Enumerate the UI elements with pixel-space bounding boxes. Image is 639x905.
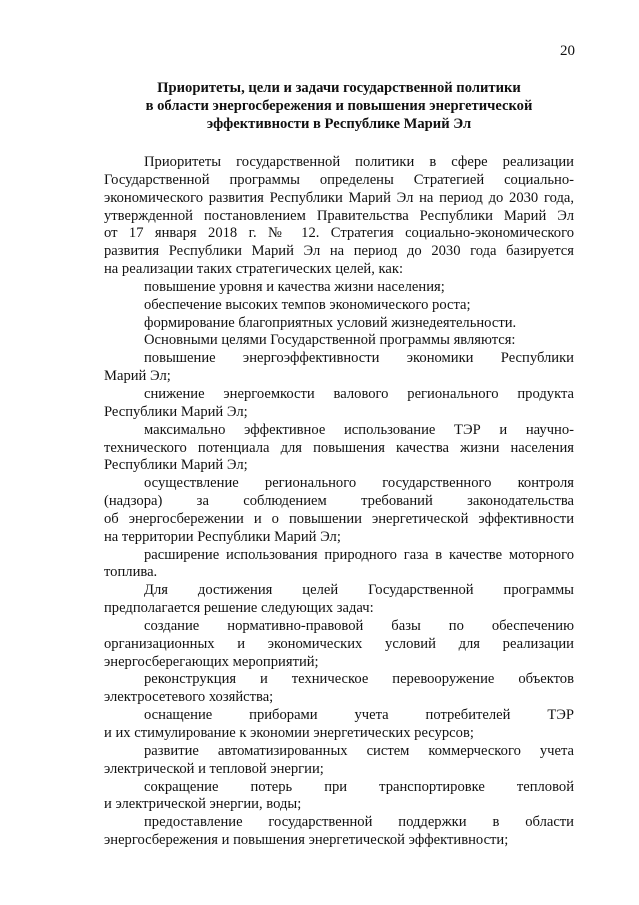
heading-line: в области энергосбережения и повышения энергетической — [145, 98, 533, 114]
text-line: формирование благоприятных условий жизнедеятельности. — [144, 314, 517, 331]
text-line: максимально эффективное использование ТЭР и научно- — [144, 421, 574, 438]
text-line: экономического развития Республики Марий Эл на период до 2030 года, — [104, 189, 574, 206]
body-text — [104, 154, 574, 850]
text-line: осуществление регионального государственного контроля — [144, 475, 574, 492]
text-line: снижение энергоемкости валового регионального продукта — [144, 385, 574, 402]
text-line: и электрической энергии, воды; — [104, 796, 302, 813]
text-line: развития Республики Марий Эл на период до 2030 года базируется — [104, 243, 574, 260]
text-line: Марий Эл; — [104, 368, 171, 385]
text-line: создание нормативно-правовой базы по обеспечению — [144, 617, 574, 634]
text-line: обеспечение высоких темпов экономического роста; — [144, 296, 471, 313]
text-line: электрической и тепловой энергии; — [104, 760, 324, 777]
text-line: сокращение потерь при транспортировке тепловой — [144, 778, 574, 795]
text-line: реконструкция и техническое перевооружение объектов — [144, 671, 574, 688]
text-line: оснащение приборами учета потребителей ТЭР — [144, 707, 574, 724]
text-line: утвержденной постановлением Правительства Республики Марий Эл — [104, 207, 574, 224]
text-line: Основными целями Государственной программы являются: — [144, 332, 516, 349]
text-line: предоставление государственной поддержки в области — [144, 814, 574, 831]
text-line: электросетевого хозяйства; — [104, 689, 274, 706]
text-line: энергосбережения и повышения энергетической эффективности; — [104, 832, 509, 849]
text-line: Для достижения целей Государственной программы — [144, 582, 574, 599]
text-line: на реализации таких стратегических целей, как: — [104, 261, 404, 278]
page-number: 20 — [560, 43, 575, 59]
text-line: Республики Марий Эл; — [104, 403, 248, 420]
text-line: Республики Марий Эл; — [104, 457, 248, 474]
text-line: предполагается решение следующих задач: — [104, 600, 374, 617]
text-line: Приоритеты государственной политики в сфере реализации — [144, 154, 574, 170]
text-line: повышение энергоэффективности экономики Республики — [144, 350, 574, 367]
section-heading — [104, 79, 574, 133]
text-line: (надзора) за соблюдением требований законодательства — [104, 493, 574, 510]
heading-line: эффективности в Республике Марий Эл — [206, 116, 472, 132]
text-line: об энергосбережении и о повышении энергетической эффективности — [104, 510, 574, 527]
text-line: организационных и экономических условий для реализации — [104, 635, 574, 652]
text-line: повышение уровня и качества жизни населения; — [144, 278, 445, 295]
text-line: расширение использования природного газа в качестве моторного — [144, 546, 574, 563]
text-line: энергосберегающих мероприятий; — [104, 653, 319, 670]
text-line: развитие автоматизированных систем коммерческого учета — [144, 742, 574, 759]
text-line: топлива. — [104, 564, 158, 581]
text-line: Государственной программы определены Стратегией социально- — [104, 171, 574, 188]
heading-line: Приоритеты, цели и задачи государственной политики — [157, 80, 521, 96]
text-line: от 17 января 2018 г. № 12. Стратегия социально-экономического — [104, 225, 574, 242]
text-line: и их стимулирование к экономии энергетических ресурсов; — [104, 725, 474, 741]
text-line: на территории Республики Марий Эл; — [104, 528, 341, 545]
text-line: технического потенциала для повышения качества жизни населения — [104, 439, 574, 456]
